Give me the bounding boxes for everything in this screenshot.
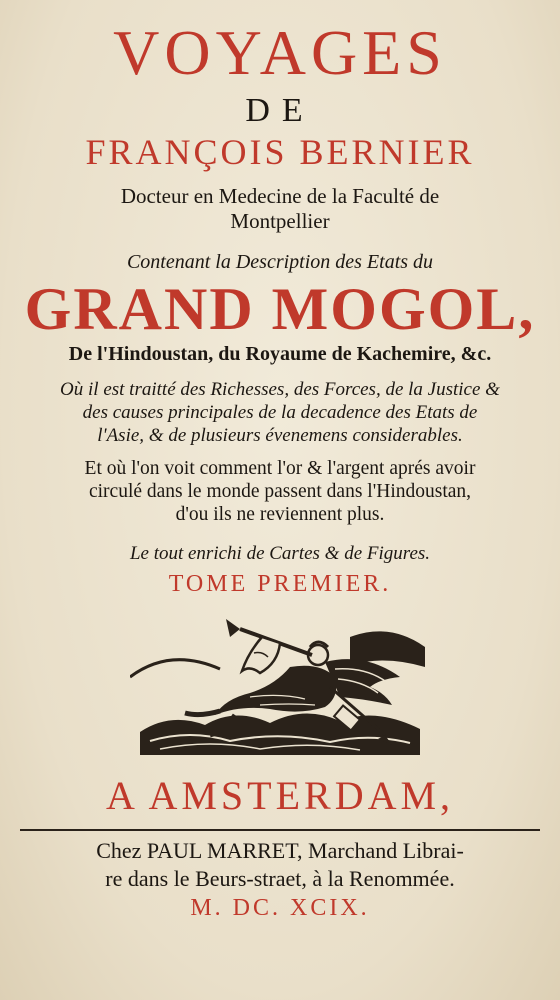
description-line: Où il est traitté des Richesses, des Forces, de la Justice & xyxy=(60,379,500,400)
imprint-block xyxy=(14,837,546,893)
imprint-line: Chez PAUL MARRET, Marchand Librai- xyxy=(96,838,464,863)
hindoustan-line: De l'Hindoustan, du Royaume de Kachemire, &c. xyxy=(68,343,492,365)
grand-mogol-heading: GRAND MOGOL, xyxy=(24,276,536,342)
circulation-paragraph xyxy=(14,457,546,526)
qualification-line: Montpellier xyxy=(230,209,330,233)
author-qualification xyxy=(14,184,546,234)
contents-intro: Contenant la Description des Etats du xyxy=(126,251,434,273)
description-block xyxy=(14,378,546,447)
qualification-line: Docteur en Medecine de la Faculté de xyxy=(120,184,440,208)
description-line: des causes principales de la decadence des Etats de xyxy=(82,402,478,423)
imprint-city: A AMSTERDAM, xyxy=(105,773,455,818)
paragraph-line: circulé dans le monde passent dans l'Hindoustan, xyxy=(88,481,472,502)
tome-label: TOME PREMIER. xyxy=(168,571,392,597)
publication-year: M. DC. XCIX. xyxy=(190,895,370,921)
title-de: DE xyxy=(245,92,315,129)
enrichi-line: Le tout enrichi de Cartes & de Figures. xyxy=(129,543,431,564)
fame-trumpet-woodcut-icon xyxy=(130,607,430,757)
book-title: VOYAGES xyxy=(113,17,447,88)
paragraph-line: d'ou ils ne reviennent plus. xyxy=(175,504,385,525)
description-line: l'Asie, & de plusieurs évenemens considerables. xyxy=(97,425,463,446)
paragraph-line: Et où l'on voit comment l'or & l'argent aprés avoir xyxy=(84,458,476,479)
imprint-rule xyxy=(20,829,540,831)
imprint-line: re dans le Beurs-straet, à la Renommée. xyxy=(105,866,455,891)
author-name: FRANÇOIS BERNIER xyxy=(85,132,475,172)
